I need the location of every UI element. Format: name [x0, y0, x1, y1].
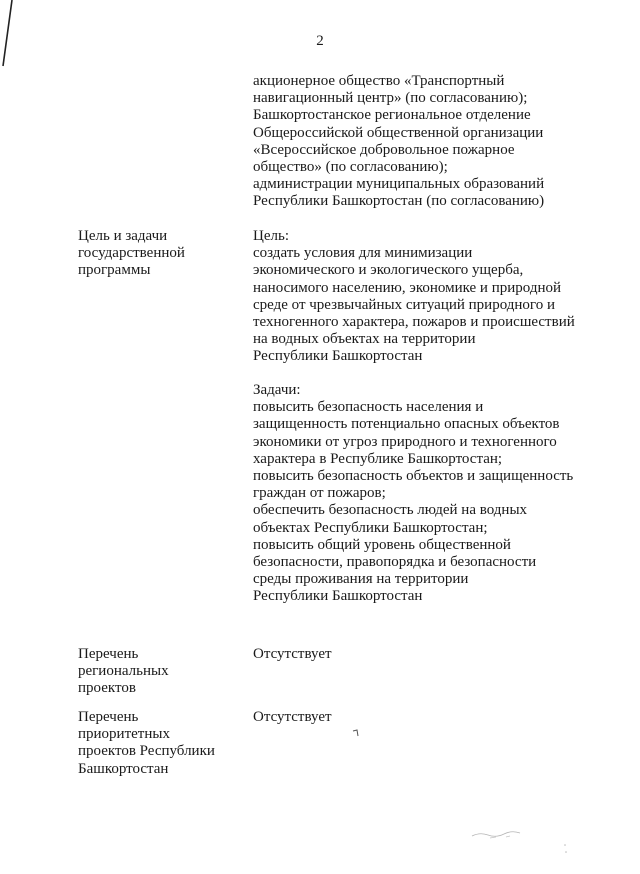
text-line: защищенность потенциально опасных объектов [253, 416, 560, 433]
label-line: Башкортостан [78, 760, 169, 777]
text-line: навигационный центр» (по согласованию); [253, 90, 528, 107]
value-text: Отсутствует [253, 709, 332, 725]
label-line: проектов Республики [78, 743, 215, 760]
label-line: Цель и задачи [78, 228, 168, 244]
priority-projects-value [253, 709, 332, 726]
tasks-heading: Задачи: [253, 382, 301, 398]
text-line: Республики Башкортостан [253, 588, 423, 605]
regional-projects-value [253, 646, 332, 663]
label-line: государственной [78, 245, 185, 262]
text-line: характера в Республике Башкортостан; [253, 450, 503, 467]
label-line: Перечень [78, 709, 139, 725]
text-line: акционерное общество «Транспортный [253, 73, 505, 89]
label-line: региональных [78, 663, 169, 680]
text-line: Республики Башкортостан [253, 348, 423, 365]
priority-projects-label [78, 709, 215, 778]
scan-dot-mark [562, 842, 570, 856]
text-line: среды проживания на территории [253, 571, 469, 588]
scan-speck-mark [352, 728, 362, 738]
goal-heading: Цель: [253, 228, 289, 244]
page-number: 2 [316, 33, 324, 49]
text-line: обеспечить безопасность людей на водных [253, 502, 528, 519]
regional-projects-label [78, 646, 169, 698]
text-line: объектах Республики Башкортостан; [253, 519, 488, 536]
text-line: граждан от пожаров; [253, 485, 386, 502]
text-line: безопасности, правопорядка и безопасности [253, 554, 537, 571]
text-line: техногенного характера, пожаров и происшествий [253, 314, 575, 331]
text-line: повысить безопасность населения и [253, 399, 484, 416]
tasks-text [253, 382, 573, 606]
text-line: среде от чрезвычайных ситуаций природного и [253, 296, 555, 313]
text-line: Республики Башкортостан (по согласованию) [253, 193, 545, 210]
text-line: администрации муниципальных образований [253, 176, 545, 193]
text-line: общество» (по согласованию); [253, 159, 448, 176]
text-line: Общероссийской общественной организации [253, 124, 544, 141]
label-line: Перечень [78, 646, 139, 662]
text-line: экономики от угроз природного и техногенного [253, 433, 557, 450]
label-line: проектов [78, 680, 136, 697]
text-line: экономического и экологического ущерба, [253, 262, 524, 279]
text-line: на водных объектах на территории [253, 331, 476, 348]
text-line: Башкортостанское региональное отделение [253, 107, 531, 124]
text-line: создать условия для минимизации [253, 245, 473, 262]
value-text: Отсутствует [253, 646, 332, 662]
goals-tasks-label [78, 228, 185, 280]
scan-noise-mark [470, 826, 530, 842]
text-line: повысить общий уровень общественной [253, 536, 511, 553]
text-line: наносимого населению, экономике и природной [253, 279, 562, 296]
goal-text [253, 228, 575, 366]
text-line: повысить безопасность объектов и защищенность [253, 468, 574, 485]
participants-text [253, 73, 544, 211]
text-line: «Всероссийское добровольное пожарное [253, 141, 515, 158]
label-line: программы [78, 262, 151, 279]
label-line: приоритетных [78, 726, 170, 743]
